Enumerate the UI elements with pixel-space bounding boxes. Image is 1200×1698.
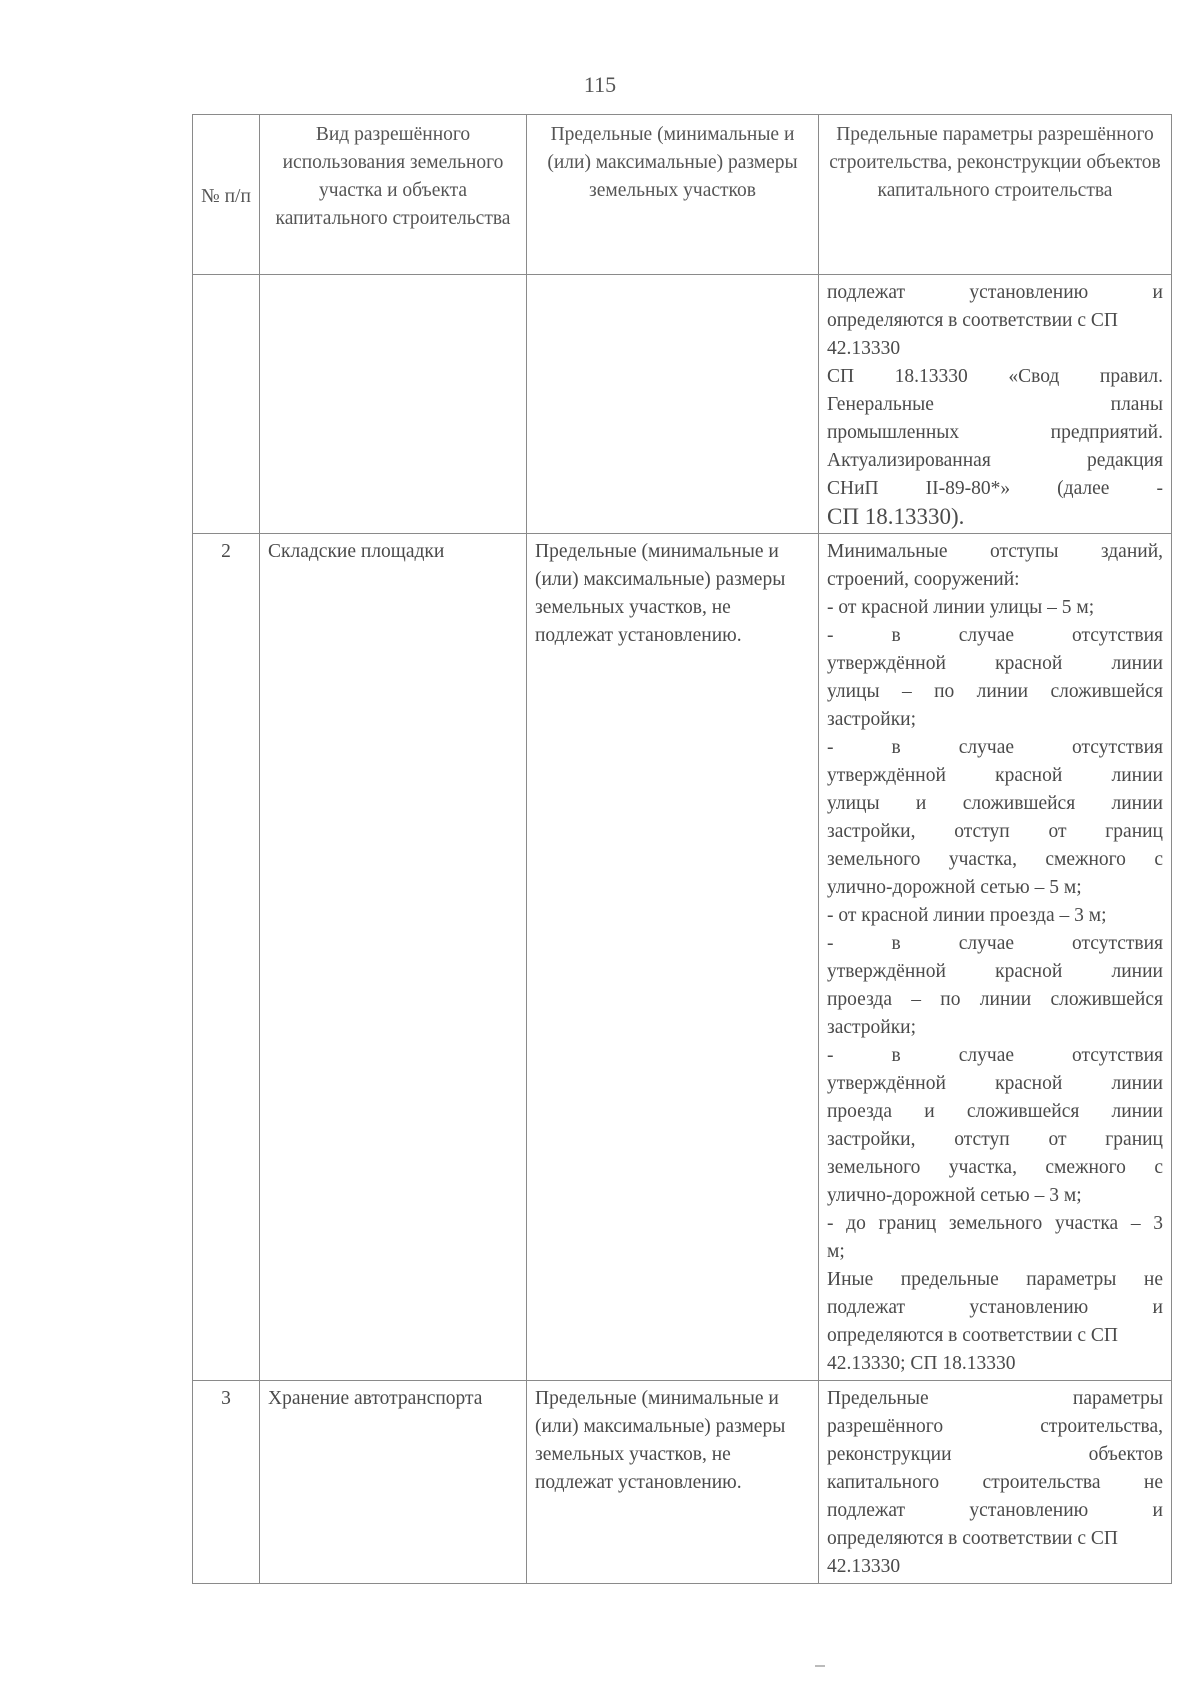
param-line: разрешённого строительства,: [827, 1416, 1163, 1437]
row-plot-sizes: Предельные (минимальные и (или) максимальные) размеры земельных участков, не подлежат установлению.: [527, 534, 819, 1381]
param-line: 42.13330; СП 18.13330: [827, 1353, 1016, 1374]
param-line: улично-дорожной сетью – 5 м;: [827, 877, 1082, 898]
row-number: 3: [193, 1381, 260, 1584]
param-line: застройки, отступ от границ: [827, 1129, 1163, 1150]
param-line: земельного участка, смежного с: [827, 1157, 1163, 1178]
header-permitted-use: Вид разрешённого использования земельного участка и объекта капитального строительства: [260, 115, 527, 275]
param-line: улицы – по линии сложившейся: [827, 681, 1163, 702]
param-line: утверждённой красной линии: [827, 653, 1163, 674]
table-header-row: [193, 115, 1172, 275]
row-plot-sizes: [527, 275, 819, 534]
row-construction-params: [819, 534, 1172, 1381]
param-line: м;: [827, 1241, 845, 1262]
param-line: застройки;: [827, 709, 917, 730]
param-line: - в случае отсутствия: [827, 737, 1163, 758]
table-row: [193, 534, 1172, 1381]
param-line: застройки;: [827, 1017, 917, 1038]
param-line: проезда – по линии сложившейся: [827, 989, 1163, 1010]
param-line: капитального строительства не: [827, 1472, 1163, 1493]
param-line: улицы и сложившейся линии: [827, 793, 1163, 814]
param-line: - в случае отсутствия: [827, 1045, 1163, 1066]
header-construction-params: Предельные параметры разрешённого строительства, реконструкции объектов капитального строительства: [819, 115, 1172, 275]
header-plot-sizes: Предельные (минимальные и (или) максимальные) размеры земельных участков: [527, 115, 819, 275]
param-line: подлежат установлению и: [827, 1500, 1163, 1521]
row-number: 2: [193, 534, 260, 1381]
row-number: [193, 275, 260, 534]
param-line: СП 18.13330).: [827, 504, 965, 529]
param-line: - в случае отсутствия: [827, 933, 1163, 954]
param-line: промышленных предприятий.: [827, 422, 1163, 443]
param-line: Иные предельные параметры не: [827, 1269, 1163, 1290]
param-line: определяются в соответствии с СП: [827, 1325, 1118, 1346]
regulations-table: [192, 114, 1172, 1584]
param-line: Предельные параметры: [827, 1388, 1163, 1409]
table-row-continuation: [193, 275, 1172, 534]
table-row: [193, 1381, 1172, 1584]
param-line: подлежат установлению и: [827, 1297, 1163, 1318]
param-line: проезда и сложившейся линии: [827, 1101, 1163, 1122]
scan-artifact: [815, 1665, 825, 1667]
param-line: определяются в соответствии с СП: [827, 310, 1118, 331]
param-line: улично-дорожной сетью – 3 м;: [827, 1185, 1082, 1206]
row-construction-params: [819, 275, 1172, 534]
header-number: № п/п: [193, 115, 260, 275]
param-line: Актуализированная редакция: [827, 450, 1163, 471]
param-line: Генеральные планы: [827, 394, 1163, 415]
param-line: земельного участка, смежного с: [827, 849, 1163, 870]
param-line: - от красной линии проезда – 3 м;: [827, 905, 1107, 926]
param-line: - в случае отсутствия: [827, 625, 1163, 646]
param-line: - от красной линии улицы – 5 м;: [827, 597, 1095, 618]
row-construction-params: [819, 1381, 1172, 1584]
param-line: утверждённой красной линии: [827, 961, 1163, 982]
param-line: утверждённой красной линии: [827, 765, 1163, 786]
row-plot-sizes: Предельные (минимальные и (или) максимальные) размеры земельных участков, не подлежат установлению.: [527, 1381, 819, 1584]
param-line: СП 18.13330 «Свод правил.: [827, 366, 1163, 387]
param-line: 42.13330: [827, 1556, 901, 1577]
param-line: строений, сооружений:: [827, 569, 1020, 590]
row-permitted-use: Хранение автотранспорта: [260, 1381, 527, 1584]
param-line: 42.13330: [827, 338, 901, 359]
row-permitted-use: Складские площадки: [260, 534, 527, 1381]
param-line: - до границ земельного участка – 3: [827, 1213, 1163, 1234]
param-line: СНиП II-89-80*» (далее -: [827, 478, 1163, 499]
param-line: утверждённой красной линии: [827, 1073, 1163, 1094]
param-line: застройки, отступ от границ: [827, 821, 1163, 842]
page-number: 115: [583, 72, 617, 97]
row-permitted-use: [260, 275, 527, 534]
param-line: Минимальные отступы зданий,: [827, 541, 1163, 562]
param-line: подлежат установлению и: [827, 282, 1163, 303]
param-line: реконструкции объектов: [827, 1444, 1163, 1465]
param-line: определяются в соответствии с СП: [827, 1528, 1118, 1549]
